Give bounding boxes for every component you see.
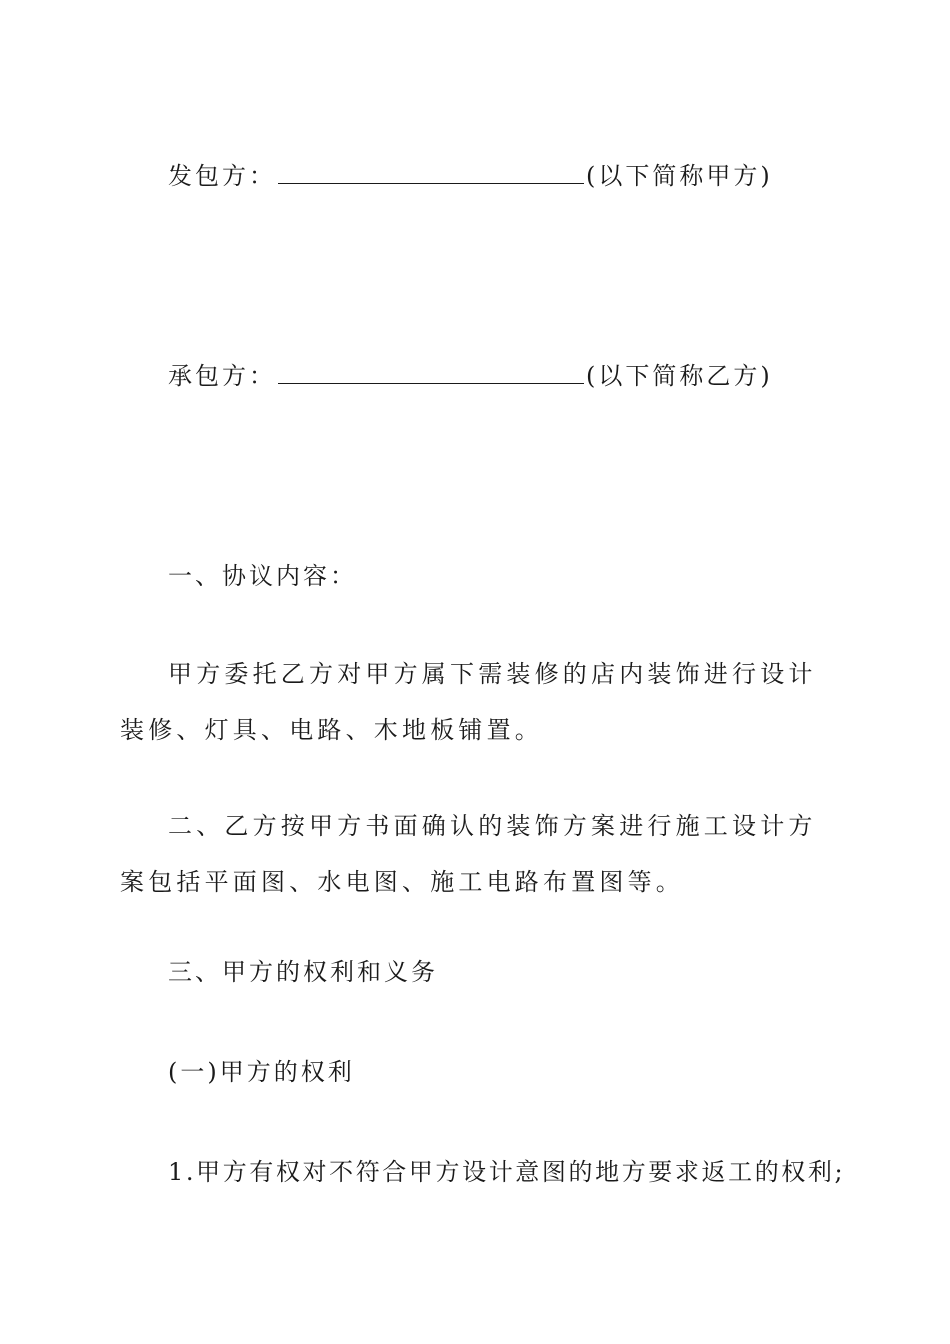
- section1-heading: 一、协议内容：: [168, 562, 357, 590]
- section3-heading: 三、甲方的权利和义务: [168, 958, 438, 986]
- party-a-suffix: (以下简称甲方): [586, 162, 773, 190]
- party-a-label: 发包方：: [168, 162, 276, 190]
- party-a-line: [168, 160, 773, 192]
- section1-body: 甲方委托乙方对甲方属下需装修的店内装饰进行设计装修、灯具、电路、木地板铺置。: [120, 660, 817, 744]
- section2-paragraph: [120, 798, 840, 910]
- party-b-blank[interactable]: [278, 361, 584, 384]
- party-a-blank[interactable]: [278, 161, 584, 184]
- section2-body: 二、乙方按甲方书面确认的装饰方案进行施工设计方案包括平面图、水电图、施工电路布置图等。: [120, 812, 817, 896]
- party-b-line: [168, 360, 773, 392]
- party-b-suffix: (以下简称乙方): [586, 362, 773, 390]
- subsection1-heading: (一)甲方的权利: [168, 1058, 355, 1086]
- item1-text: 1.甲方有权对不符合甲方设计意图的地方要求返工的权利;: [168, 1158, 846, 1186]
- section1-paragraph: [120, 646, 840, 758]
- party-b-label: 承包方：: [168, 362, 276, 390]
